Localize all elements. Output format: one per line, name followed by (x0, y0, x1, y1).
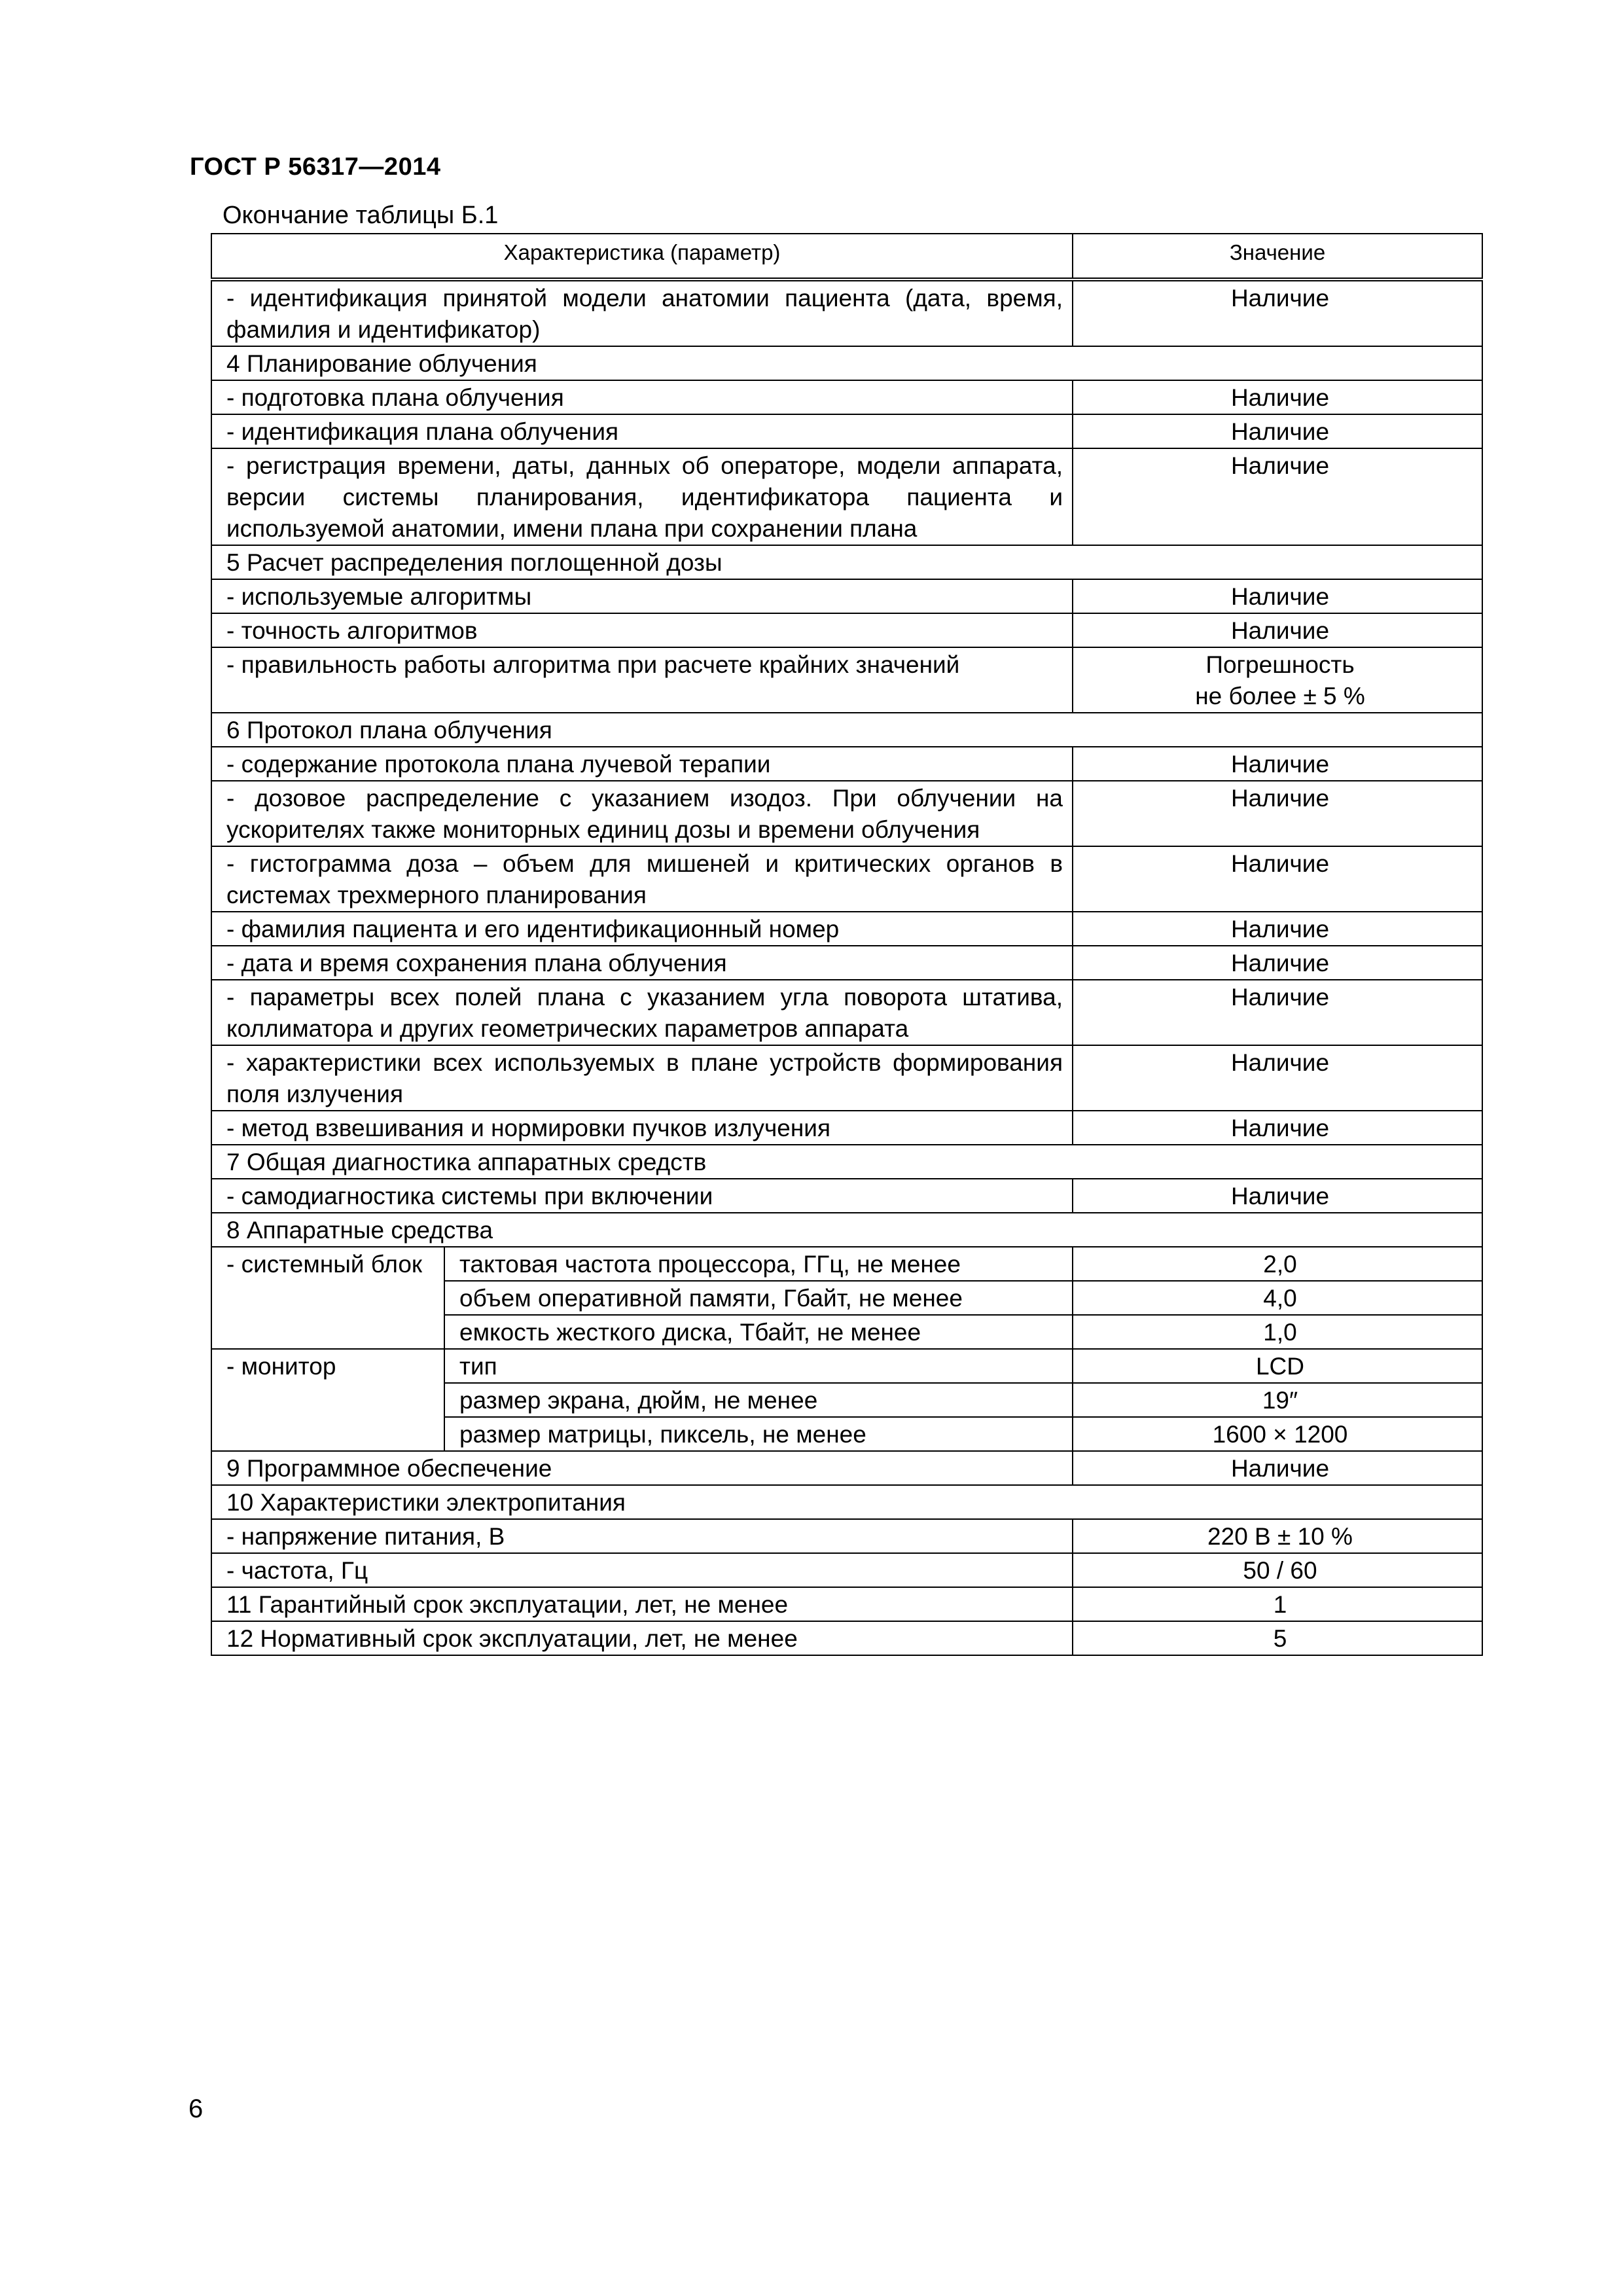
row-text: - параметры всех полей плана с указанием угла поворота штатива, коллиматора и других геометрических параметров аппарата (211, 980, 1073, 1045)
row-value: Наличие (1073, 980, 1482, 1045)
table-row (211, 1553, 1482, 1587)
row-text: - точность алгоритмов (211, 613, 1073, 647)
param-text: тактовая частота процессора, ГГц, не менее (444, 1247, 1073, 1281)
row-text: 11 Гарантийный срок эксплуатации, лет, не менее (211, 1587, 1073, 1621)
row-value: Наличие (1073, 1451, 1482, 1485)
row-value: 50 / 60 (1073, 1553, 1482, 1587)
section-row (211, 1485, 1482, 1519)
param-text: размер матрицы, пиксель, не менее (444, 1417, 1073, 1451)
section-title: 6 Протокол плана облучения (211, 713, 1482, 747)
row-text: - содержание протокола плана лучевой терапии (211, 747, 1073, 781)
table-row (211, 279, 1482, 346)
row-value: Наличие (1073, 579, 1482, 613)
row-text: - идентификация плана облучения (211, 414, 1073, 448)
row-text: - частота, Гц (211, 1553, 1073, 1587)
param-text: размер экрана, дюйм, не менее (444, 1383, 1073, 1417)
row-value: Наличие (1073, 912, 1482, 946)
section-title: 10 Характеристики электропитания (211, 1485, 1482, 1519)
row-value: Наличие (1073, 781, 1482, 846)
row-value: 5 (1073, 1621, 1482, 1655)
row-value: Наличие (1073, 380, 1482, 414)
param-value: 1,0 (1073, 1315, 1482, 1349)
param-text: тип (444, 1349, 1073, 1383)
header-characteristic: Характеристика (параметр) (211, 234, 1073, 279)
section-title: 7 Общая диагностика аппаратных средств (211, 1145, 1482, 1179)
row-value: Наличие (1073, 448, 1482, 545)
row-value: Наличие (1073, 613, 1482, 647)
section-row (211, 1145, 1482, 1179)
table-row (211, 448, 1482, 545)
table-row (211, 1349, 1482, 1383)
param-value: 1600 × 1200 (1073, 1417, 1482, 1451)
table-row (211, 1587, 1482, 1621)
section-row (211, 713, 1482, 747)
section-title: 8 Аппаратные средства (211, 1213, 1482, 1247)
table-row (211, 1179, 1482, 1213)
table-row (211, 846, 1482, 912)
row-value: Наличие (1073, 1111, 1482, 1145)
table-row (211, 380, 1482, 414)
row-text: - метод взвешивания и нормировки пучков излучения (211, 1111, 1073, 1145)
row-text: - регистрация времени, даты, данных об операторе, модели аппарата, версии системы планирования, идентификатора пациента и используемой анатомии, имени плана при сохранении плана (211, 448, 1073, 545)
row-value: 220 В ± 10 % (1073, 1519, 1482, 1553)
section-title: 5 Расчет распределения поглощенной дозы (211, 545, 1482, 579)
table-row (211, 1247, 1482, 1281)
row-value: Наличие (1073, 1045, 1482, 1111)
table-header-row (211, 234, 1482, 279)
row-value: Наличие (1073, 414, 1482, 448)
section-row (211, 346, 1482, 380)
row-text: - идентификация принятой модели анатомии пациента (дата, время, фамилия и идентификатор) (211, 279, 1073, 346)
row-text: - дозовое распределение с указанием изодоз. При облучении на ускорителях также мониторных единиц дозы и времени облучения (211, 781, 1073, 846)
monitor-label: - монитор (211, 1349, 444, 1451)
row-text: - дата и время сохранения плана облучения (211, 946, 1073, 980)
row-value (1073, 647, 1482, 713)
table-row (211, 781, 1482, 846)
table-row (211, 980, 1482, 1045)
row-value: 1 (1073, 1587, 1482, 1621)
row-value: Наличие (1073, 279, 1482, 346)
document-code: ГОСТ Р 56317—2014 (190, 153, 441, 181)
table-row (211, 946, 1482, 980)
sysblock-label: - системный блок (211, 1247, 444, 1349)
section-row (211, 1213, 1482, 1247)
param-value: 2,0 (1073, 1247, 1482, 1281)
table-row (211, 1111, 1482, 1145)
section-row (211, 545, 1482, 579)
param-value: 19″ (1073, 1383, 1482, 1417)
row-text: - правильность работы алгоритма при расчете крайних значений (211, 647, 1073, 713)
header-value: Значение (1073, 234, 1482, 279)
table-row (211, 414, 1482, 448)
row-value: Наличие (1073, 946, 1482, 980)
row-value: Наличие (1073, 1179, 1482, 1213)
page-number: 6 (188, 2094, 204, 2123)
table-row (211, 747, 1482, 781)
row-text: - самодиагностика системы при включении (211, 1179, 1073, 1213)
row-text: 12 Нормативный срок эксплуатации, лет, не менее (211, 1621, 1073, 1655)
param-value: LCD (1073, 1349, 1482, 1383)
table-row (211, 912, 1482, 946)
row-text: - фамилия пациента и его идентификационный номер (211, 912, 1073, 946)
table-row (211, 647, 1482, 713)
row-text: - используемые алгоритмы (211, 579, 1073, 613)
row-value: Наличие (1073, 846, 1482, 912)
value-line: не более ± 5 % (1195, 683, 1365, 709)
spec-table (211, 233, 1483, 1656)
value-line: Погрешность (1205, 651, 1355, 678)
table-row (211, 613, 1482, 647)
row-text: 9 Программное обеспечение (211, 1451, 1073, 1485)
table-caption: Окончание таблицы Б.1 (223, 202, 499, 229)
table-row (211, 1621, 1482, 1655)
param-text: объем оперативной памяти, Гбайт, не менее (444, 1281, 1073, 1315)
param-text: емкость жесткого диска, Тбайт, не менее (444, 1315, 1073, 1349)
row-text: - подготовка плана облучения (211, 380, 1073, 414)
table-row (211, 1045, 1482, 1111)
param-value: 4,0 (1073, 1281, 1482, 1315)
table-row (211, 579, 1482, 613)
row-text: - напряжение питания, В (211, 1519, 1073, 1553)
table-row (211, 1519, 1482, 1553)
table-row (211, 1451, 1482, 1485)
section-title: 4 Планирование облучения (211, 346, 1482, 380)
row-text: - характеристики всех используемых в плане устройств формирования поля излучения (211, 1045, 1073, 1111)
row-value: Наличие (1073, 747, 1482, 781)
row-text: - гистограмма доза – объем для мишеней и критических органов в системах трехмерного планирования (211, 846, 1073, 912)
